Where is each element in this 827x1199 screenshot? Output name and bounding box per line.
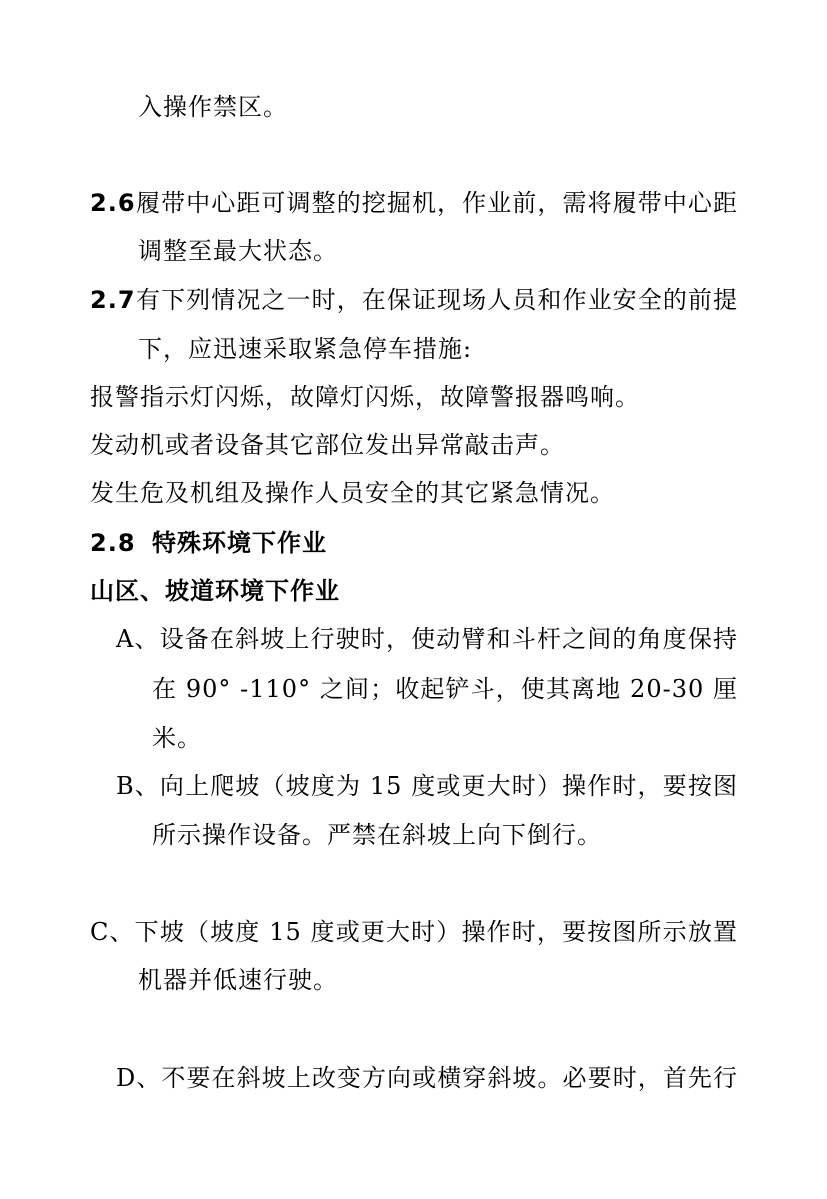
section-2-6-number: 2.6 (90, 189, 136, 217)
section-2-7-line-1: 有下列情况之一时，在保证现场人员和作业安全的前提 (136, 286, 738, 314)
section-2-7-number: 2.7 (90, 286, 136, 314)
item-c-line-1: C、下坡（坡度 15 度或更大时）操作时，要按图所示放置 (90, 918, 738, 946)
continued-line: 入操作禁区。 (138, 93, 288, 121)
section-2-8-title: 特殊环境下作业 (152, 528, 327, 557)
item-a-line-1: A、设备在斜坡上行驶时，使动臂和斗杆之间的角度保持 (116, 625, 738, 653)
item-b-line-1: B、向上爬坡（坡度为 15 度或更大时）操作时，要按图 (116, 772, 738, 800)
section-2-8-number: 2.8 (90, 529, 136, 557)
item-a-line-2: 在 90° -110° 之间；收起铲斗，使其离地 20-30 厘 (152, 675, 738, 703)
stop-condition-3: 发生危及机组及操作人员安全的其它紧急情况。 (90, 479, 615, 507)
subsection-title: 山区、坡道环境下作业 (90, 576, 340, 605)
item-a-line-3: 米。 (152, 724, 202, 752)
section-2-6-line-2: 调整至最大状态。 (138, 237, 338, 265)
stop-condition-2: 发动机或者设备其它部位发出异常敲击声。 (90, 431, 565, 459)
item-d-line-1: D、不要在斜坡上改变方向或横穿斜坡。必要时，首先行 (116, 1064, 738, 1092)
section-2-7-line-2: 下，应迅速采取紧急停车措施: (138, 335, 473, 363)
section-2-6-line-1: 履带中心距可调整的挖掘机，作业前，需将履带中心距 (136, 189, 738, 217)
item-b-line-2: 所示操作设备。严禁在斜坡上向下倒行。 (152, 821, 602, 849)
item-c-line-2: 机器并低速行驶。 (138, 966, 338, 994)
stop-condition-1: 报警指示灯闪烁，故障灯闪烁，故障警报器鸣响。 (90, 383, 640, 411)
